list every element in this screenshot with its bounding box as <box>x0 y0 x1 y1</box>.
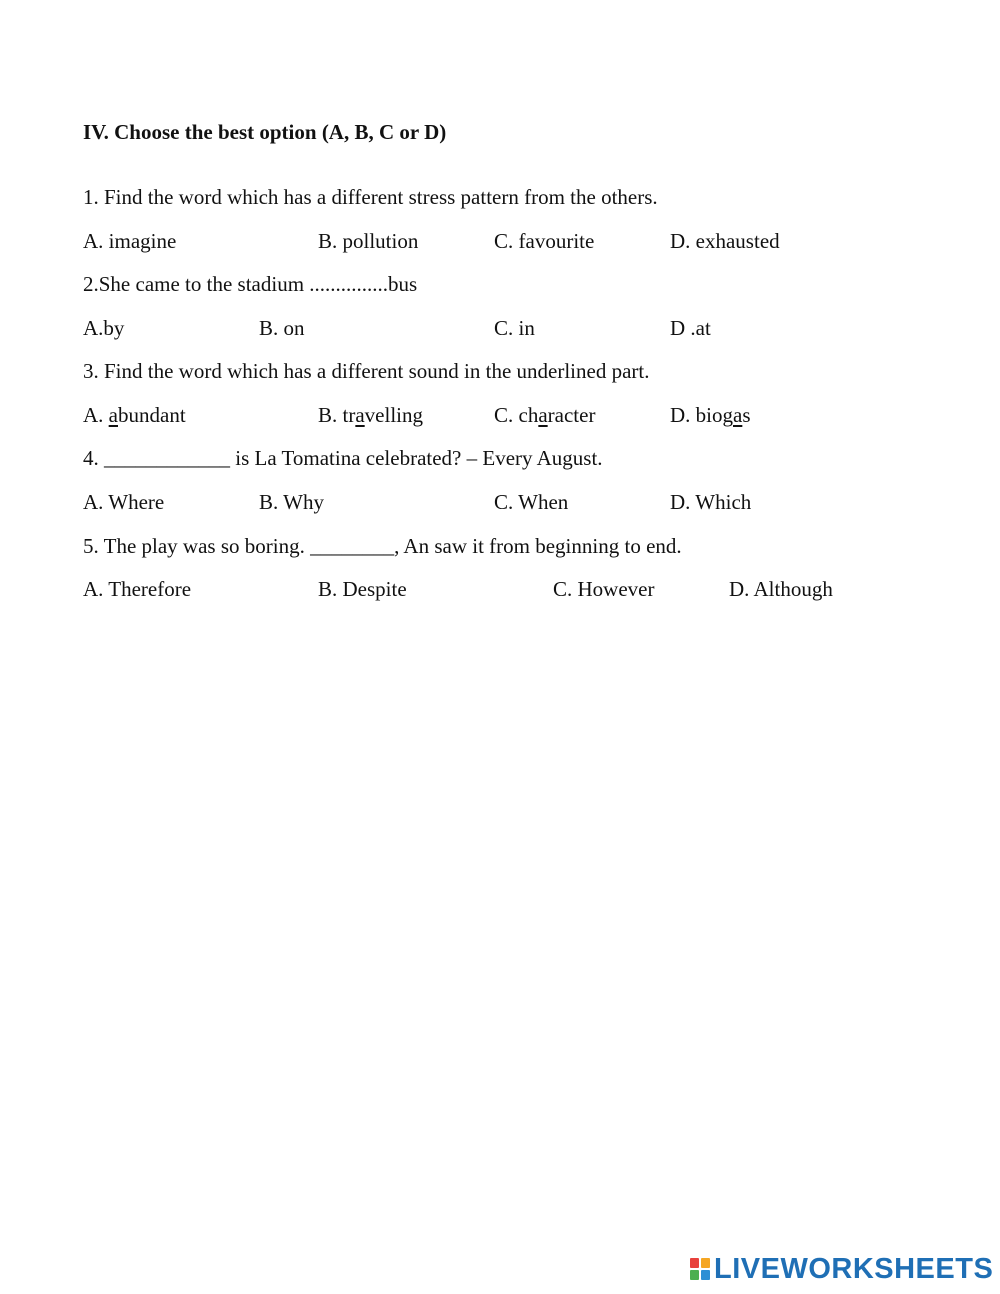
logo-mark-icon <box>690 1258 710 1280</box>
q3-option-b-prefix: B. tr <box>318 403 356 427</box>
q2-option-b[interactable]: B. on <box>259 316 305 340</box>
q3-option-a-underlined: a <box>108 403 118 427</box>
section-title: IV. Choose the best option (A, B, C or D) <box>83 120 447 144</box>
q3-option-a-prefix: A. <box>83 403 109 427</box>
q3-option-a-suffix: bundant <box>118 403 186 427</box>
question-4-prompt: 4. ____________ is La Tomatina celebrated? – Every August. <box>83 446 603 470</box>
q3-option-b-underlined: a <box>355 403 365 427</box>
q3-option-c-underlined: a <box>538 403 548 427</box>
question-5-prompt: 5. The play was so boring. ________, An saw it from beginning to end. <box>83 534 682 558</box>
q1-option-c[interactable]: C. favourite <box>494 229 595 253</box>
q2-option-c[interactable]: C. in <box>494 316 535 340</box>
q3-option-b[interactable] <box>318 403 423 427</box>
q3-option-d-suffix: s <box>742 403 751 427</box>
q1-option-a[interactable]: A. imagine <box>83 229 177 253</box>
logo-text: LIVEWORKSHEETS <box>714 1252 994 1285</box>
q3-option-c-suffix: racter <box>547 403 596 427</box>
q3-option-a[interactable] <box>83 403 186 427</box>
logo-square-icon <box>690 1270 699 1280</box>
q2-option-a[interactable]: A.by <box>83 316 125 340</box>
question-1-prompt: 1. Find the word which has a different stress pattern from the others. <box>83 185 658 209</box>
q3-option-c[interactable] <box>494 403 595 427</box>
q1-option-d[interactable]: D. exhausted <box>670 229 780 253</box>
q4-option-b[interactable]: B. Why <box>259 490 324 514</box>
q3-option-d[interactable] <box>670 403 751 427</box>
question-3-prompt: 3. Find the word which has a different sound in the underlined part. <box>83 359 650 383</box>
logo-square-icon <box>701 1270 710 1280</box>
q5-option-d[interactable]: D. Although <box>729 577 833 601</box>
q5-option-b[interactable]: B. Despite <box>318 577 407 601</box>
logo-square-icon <box>690 1258 699 1268</box>
q1-option-b[interactable]: B. pollution <box>318 229 419 253</box>
logo-square-icon <box>701 1258 710 1268</box>
q4-option-a[interactable]: A. Where <box>83 490 165 514</box>
q4-option-d[interactable]: D. Which <box>670 490 752 514</box>
q5-option-a[interactable]: A. Therefore <box>83 577 192 601</box>
q3-option-c-prefix: C. ch <box>494 403 539 427</box>
q3-option-d-prefix: D. biog <box>670 403 733 427</box>
q5-option-c[interactable]: C. However <box>553 577 655 601</box>
q2-option-d[interactable]: D .at <box>670 316 711 340</box>
q4-option-c[interactable]: C. When <box>494 490 569 514</box>
q3-option-b-suffix: velling <box>364 403 423 427</box>
q3-option-d-underlined: a <box>733 403 743 427</box>
liveworksheets-logo <box>690 1252 993 1286</box>
question-2-prompt: 2.She came to the stadium ...............bus <box>83 272 418 296</box>
